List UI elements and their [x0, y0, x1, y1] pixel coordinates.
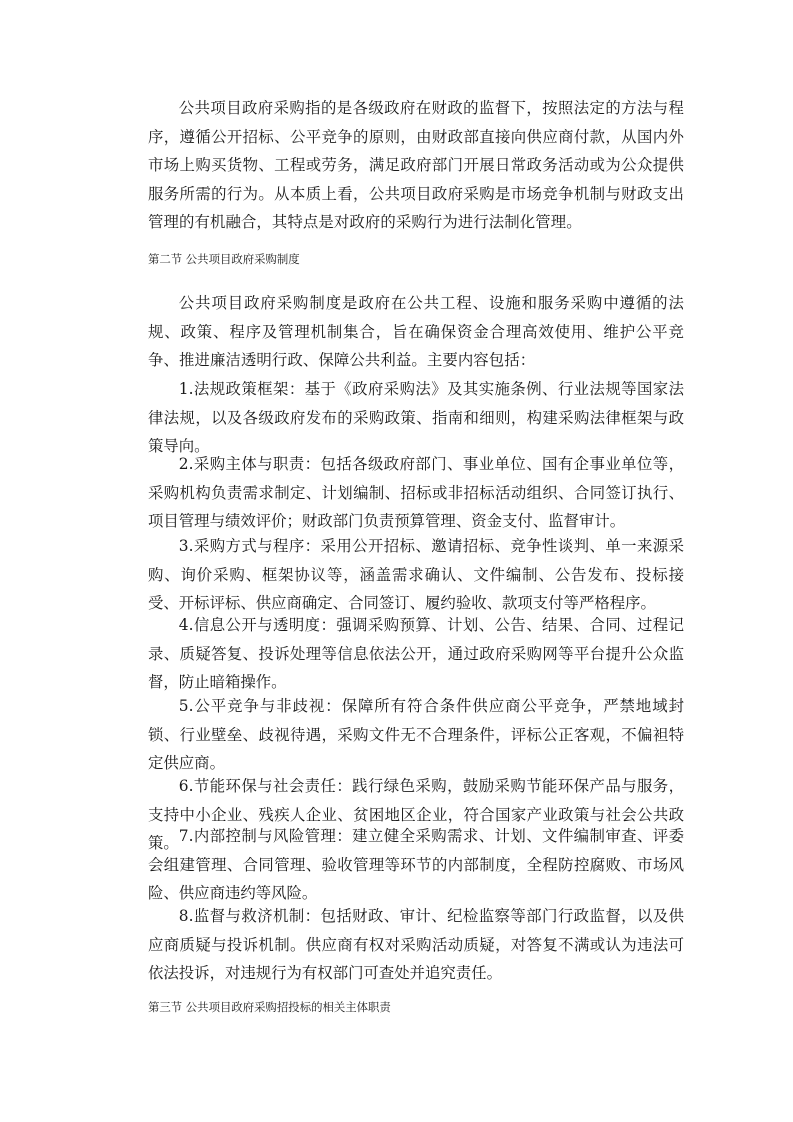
- list-item: 8.监督与救济机制：包括财政、审计、纪检监察等部门行政监督，以及供应商质疑与投诉机制。供应商有权对采购活动质疑，对答复不满或认为违法可依法投诉，对违规行为有权部门可查处并追究责任。: [148, 907, 684, 983]
- list-item: 5.公平竞争与非歧视：保障所有符合条件供应商公平竞争，严禁地域封锁、行业壁垒、歧视待遇，采购文件无不合理条件，评标公正客观，不偏袒特定供应商。: [148, 697, 684, 773]
- list-item: 3.采购方式与程序：采用公开招标、邀请招标、竞争性谈判、单一来源采购、询价采购、框架协议等，涵盖需求确认、文件编制、公告发布、投标接受、开标评标、供应商确定、合同签订、履约验收、款项支付等严格程序。: [148, 537, 684, 613]
- list-item: 2.采购主体与职责：包括各级政府部门、事业单位、国有企事业单位等，采购机构负责需求制定、计划编制、招标或非招标活动组织、合同签订执行、项目管理与绩效评价；财政部门负责预算管理、资金支付、监督审计。: [148, 455, 684, 531]
- list-item: 6.节能环保与社会责任：践行绿色采购，鼓励采购节能环保产品与服务，支持中小企业、残疾人企业、贫困地区企业，符合国家产业政策与社会公共政策。: [148, 777, 684, 853]
- list-item: 4.信息公开与透明度：强调采购预算、计划、公告、结果、合同、过程记录、质疑答复、投诉处理等信息依法公开，通过政府采购网等平台提升公众监督，防止暗箱操作。: [148, 616, 684, 692]
- intro-paragraph: 公共项目政府采购指的是各级政府在财政的监督下，按照法定的方法与程序，遵循公开招标、公平竞争的原则，由财政部直接向供应商付款，从国内外市场上购买货物、工程或劳务，满足政府部门开展日常政务活动或为公众提供服务所需的行为。从本质上看，公共项目政府采购是市场竞争机制与财政支出管理的有机融合，其特点是对政府的采购行为进行法制化管理。: [148, 99, 684, 232]
- section-2-lead-paragraph: 公共项目政府采购制度是政府在公共工程、设施和服务采购中遵循的法规、政策、程序及管理机制集合，旨在确保资金合理高效使用、维护公平竞争、推进廉洁透明行政、保障公共利益。主要内容包括：: [148, 294, 684, 370]
- list-item: 7.内部控制与风险管理：建立健全采购需求、计划、文件编制审查、评委会组建管理、合同管理、验收管理等环节的内部制度，全程防控腐败、市场风险、供应商违约等风险。: [148, 827, 684, 903]
- section-3-heading: 第三节 公共项目政府采购招投标的相关主体职责: [148, 1000, 391, 1014]
- section-2-heading: 第二节 公共项目政府采购制度: [148, 252, 300, 266]
- list-item: 1.法规政策框架：基于《政府采购法》及其实施条例、行业法规等国家法律法规，以及各级政府发布的采购政策、指南和细则，构建采购法律框架与政策导向。: [148, 380, 684, 456]
